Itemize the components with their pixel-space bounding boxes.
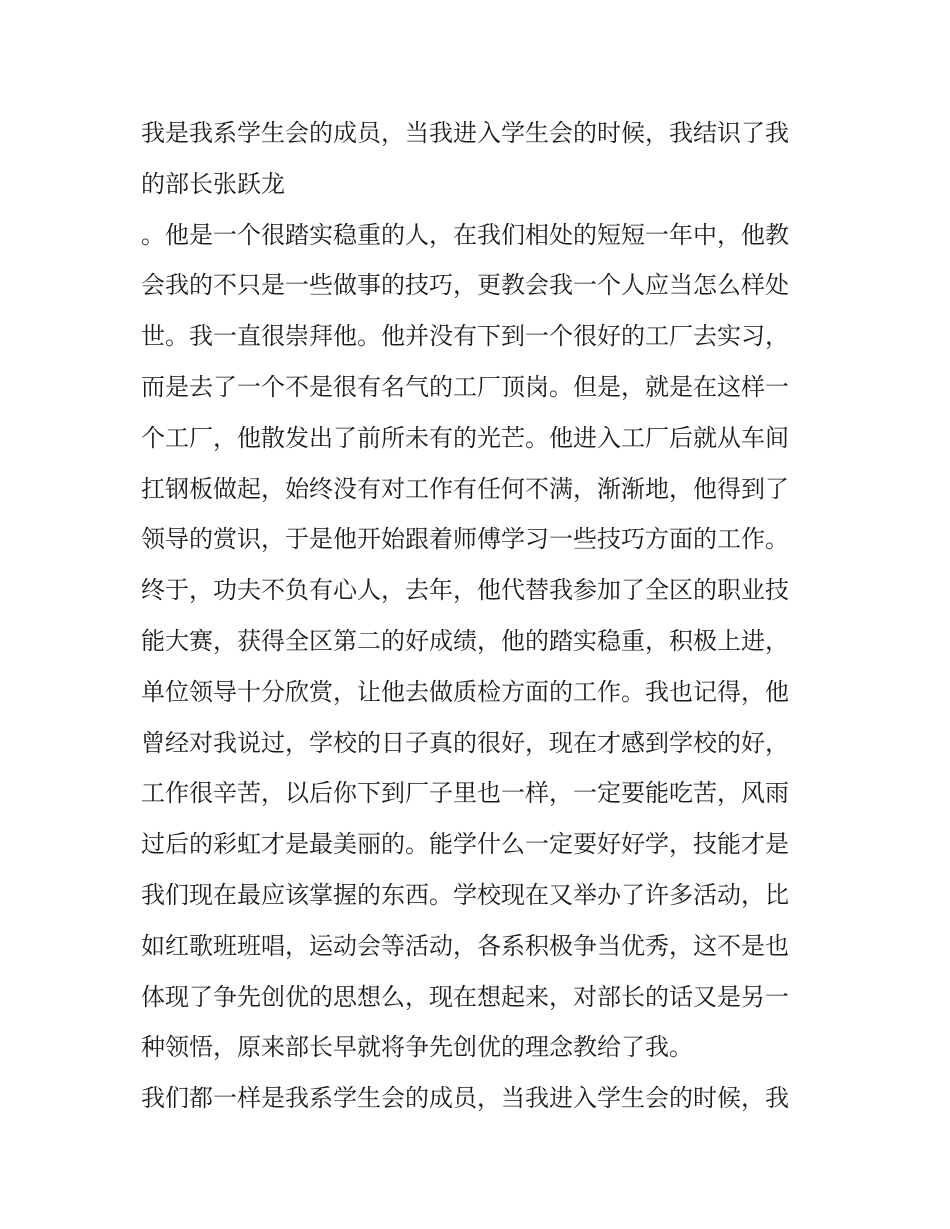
text-line-19: 种领悟，原来部长早就将争先创优的理念教给了我。 <box>141 1033 693 1062</box>
text-line-1: 我是我系学生会的成员，当我进入学生会的时候，我结识了我 <box>141 119 789 147</box>
text-line-9: 领导的赏识，于是他开始跟着师傅学习一些技巧方面的工作。 <box>141 525 789 554</box>
text-line-7: 个工厂，他散发出了前所未有的光芒。他进入工厂后就从车间 <box>141 423 789 452</box>
text-line-11: 能大赛，获得全区第二的好成绩，他的踏实稳重，积极上进， <box>141 626 789 655</box>
text-line-16: 我们现在最应该掌握的东西。学校现在又举办了许多活动，比 <box>141 880 789 909</box>
text-line-2: 的部长张跃龙 <box>141 169 285 198</box>
text-line-15: 过后的彩虹才是最美丽的。能学什么一定要好好学，技能才是 <box>141 830 789 859</box>
text-line-14: 工作很辛苦，以后你下到厂子里也一样，一定要能吃苦，风雨 <box>141 779 789 808</box>
text-line-4: 会我的不只是一些做事的技巧，更教会我一个人应当怎么样处 <box>141 271 789 300</box>
text-line-17: 如红歌班班唱，运动会等活动，各系积极争当优秀，这不是也 <box>141 931 789 960</box>
text-line-3: 。他是一个很踏实稳重的人，在我们相处的短短一年中，他教 <box>141 220 789 249</box>
text-line-13: 曾经对我说过，学校的日子真的很好，现在才感到学校的好， <box>141 728 789 757</box>
text-line-6: 而是去了一个不是很有名气的工厂顶岗。但是，就是在这样一 <box>141 372 789 401</box>
text-line-10: 终于，功夫不负有心人，去年，他代替我参加了全区的职业技 <box>141 576 789 605</box>
text-line-8: 扛钢板做起，始终没有对工作有任何不满，渐渐地，他得到了 <box>141 474 789 503</box>
text-line-5: 世。我一直很崇拜他。他并没有下到一个很好的工厂去实习， <box>141 322 789 351</box>
text-line-18: 体现了争先创优的思想么，现在想起来，对部长的话又是另一 <box>141 982 789 1011</box>
text-line-12: 单位领导十分欣赏，让他去做质检方面的工作。我也记得，他 <box>141 677 789 706</box>
body-text <box>141 108 821 1124</box>
text-line-20: 我们都一样是我系学生会的成员，当我进入学生会的时候，我 <box>141 1084 789 1113</box>
